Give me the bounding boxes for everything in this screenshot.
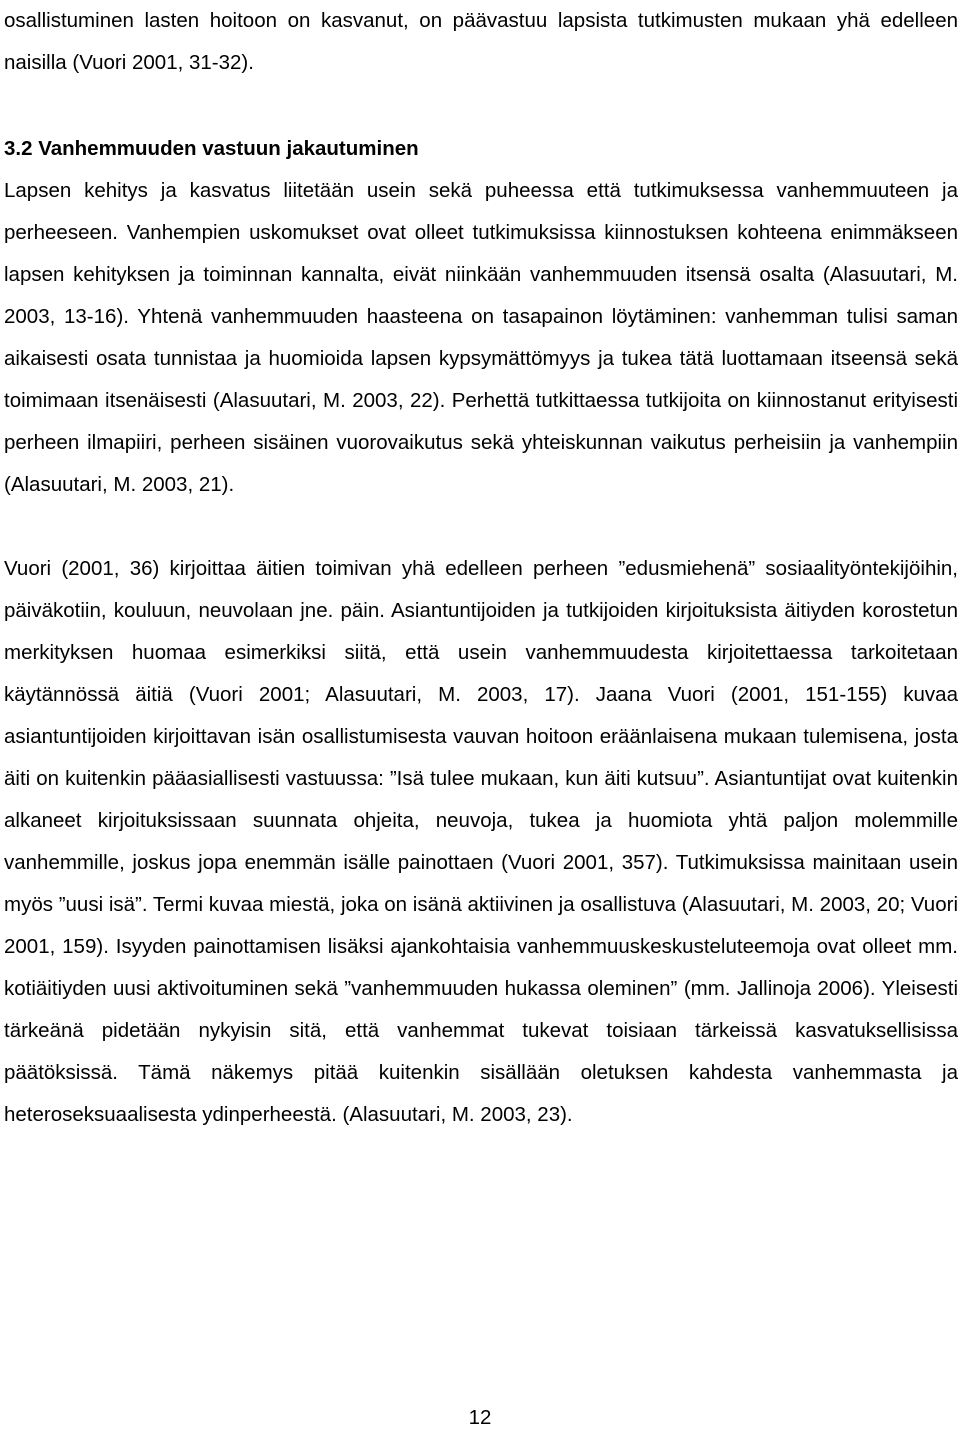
document-page	[4, 0, 958, 1136]
section-heading: 3.2 Vanhemmuuden vastuun jakautuminen	[4, 137, 419, 160]
body-paragraph-1: Lapsen kehitys ja kasvatus liitetään usein sekä puheessa että tutkimuksessa vanhemmuuteen ja perheeseen. Vanhempien uskomukset ovat olleet tutkimuksissa kiinnostuksen kohteena enimmäkseen lapsen kehityksen ja toiminnan kannalta, eivät niinkään vanhemmuuden itsensä osalta (Alasuutari, M. 2003, 13-16). Yhtenä vanhemmuuden haasteena on tasapainon löytäminen: vanhemman tulisi saman aikaisesti osata tunnistaa ja huomioida lapsen kypsymättömyys ja tukea tätä luottamaan itseensä sekä toimimaan itsenäisesti (Alasuutari, M. 2003, 22). Perhettä tutkittaessa tutkijoita on kiinnostanut erityisesti perheen ilmapiiri, perheen sisäinen vuorovaikutus sekä yhteiskunnan vaikutus perheisiin ja vanhempiin (Alasuutari, M. 2003, 21).	[4, 179, 958, 496]
page-number: 12	[468, 1406, 492, 1429]
body-paragraph-2: Vuori (2001, 36) kirjoittaa äitien toimivan yhä edelleen perheen ”edusmiehenä” sosiaalityöntekijöihin, päiväkotiin, kouluun, neuvolaan jne. päin. Asiantuntijoiden ja tutkijoiden kirjoituksista äitiyden korostetun merkityksen huomaa esimerkiksi siitä, että usein vanhemmuudesta kirjoitettaessa tarkoitetaan käytännössä äitiä (Vuori 2001; Alasuutari, M. 2003, 17). Jaana Vuori (2001, 151-155) kuvaa asiantuntijoiden kirjoittavan isän osallistumisesta vauvan hoitoon eräänlaisena mukaan tulemisena, josta äiti on kuitenkin pääasiallisesti vastuussa: ”Isä tulee mukaan, kun äiti kutsuu”. Asiantuntijat ovat kuitenkin alkaneet kirjoituksissaan suunnata ohjeita, neuvoja, tukea ja huomiota yhtä paljon molemmille vanhemmille, joskus jopa enemmän isälle painottaen (Vuori 2001, 357). Tutkimuksissa mainitaan usein myös ”uusi isä”. Termi kuvaa miestä, joka on isänä aktiivinen ja osallistuva (Alasuutari, M. 2003, 20; Vuori 2001, 159). Isyyden painottamisen lisäksi ajankohtaisia vanhemmuuskeskusteluteemoja ovat olleet mm. kotiäitiyden uusi aktivoituminen sekä ”vanhemmuuden hukassa oleminen” (mm. Jallinoja 2006). Yleisesti tärkeänä pidetään nykyisin sitä, että vanhemmat tukevat toisiaan tärkeissä kasvatuksellisissa päätöksissä. Tämä näkemys pitää kuitenkin sisällään oletuksen kahdesta vanhemmasta ja heteroseksuaalisesta ydinperheestä. (Alasuutari, M. 2003, 23).	[4, 557, 958, 1126]
intro-paragraph: osallistuminen lasten hoitoon on kasvanut, on päävastuu lapsista tutkimusten mukaan yhä edelleen naisilla (Vuori 2001, 31-32).	[4, 9, 958, 74]
